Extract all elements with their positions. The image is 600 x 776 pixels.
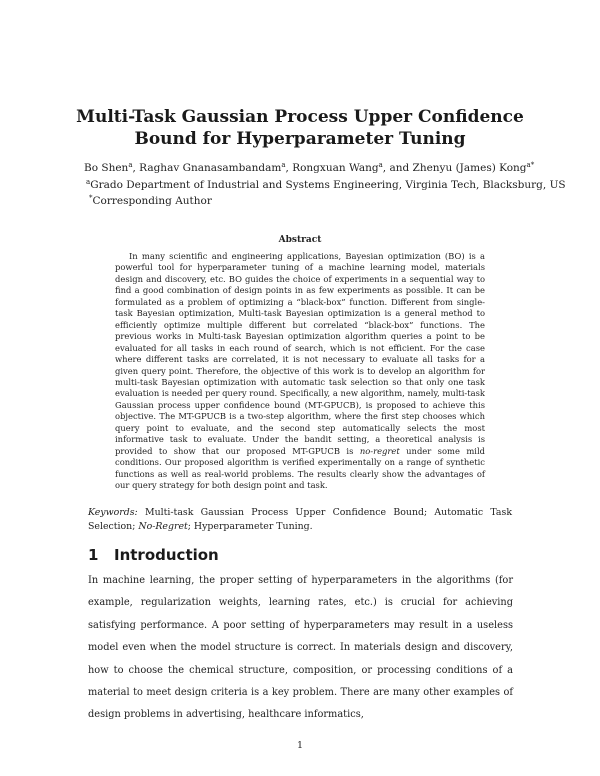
abstract-emphasis: no-regret (359, 445, 400, 456)
title-line-1: Multi-Task Gaussian Process Upper Confidence (76, 107, 524, 127)
author-name: Bo Shen (84, 162, 129, 174)
author-affiliation-mark: a* (526, 161, 535, 169)
author-name: , Raghav Gnanasambandam (132, 162, 282, 174)
keywords-label: Keywords: (88, 507, 138, 518)
keywords-emphasis: No-Regret (138, 521, 188, 532)
keywords-text-2: ; Hyperparameter Tuning. (187, 521, 313, 532)
affiliation (86, 178, 566, 192)
corresponding-mark: * (89, 194, 93, 202)
section-heading-introduction (88, 546, 219, 564)
abstract-text-2: under some mild conditions. Our proposed algorithm is verified experimentally on a range of synthetic functions as well as real-world problems. The results clearly show the advantages of our query strategy for both design point and task. (115, 445, 485, 491)
section-title: Introduction (114, 546, 219, 564)
affiliation-text: Grado Department of Industrial and Systems Engineering, Virginia Tech, Blacksburg, US (90, 179, 566, 191)
keywords-text-1: Multi-task Gaussian Process Upper Confidence Bound; Automatic Task Selection; (88, 507, 512, 532)
page-number: 1 (296, 740, 304, 751)
abstract-body (115, 251, 485, 492)
author-affiliation-mark: a (128, 161, 133, 169)
introduction-paragraph: In machine learning, the proper setting of hyperparameters in the algorithms (for example, regularization weights, learning rates, etc.) is crucial for achieving satisfying performance. A poor setting of hyperparameters may result in a useless model even when the model structure is correct. In materials design and discovery, how to choose the chemical structure, composition, or processing conditions of a material to meet design criteria is a key problem. There are many other examples of design problems in advertising, healthcare informatics, (88, 575, 513, 721)
author-list (84, 161, 535, 175)
paper-title (60, 106, 540, 150)
keywords (88, 506, 512, 534)
introduction-body (88, 570, 513, 727)
corresponding-text: Corresponding Author (92, 195, 212, 207)
author-affiliation-mark: a (281, 161, 286, 169)
abstract-text-1: In many scientific and engineering applications, Bayesian optimization (BO) is a powerful tool for hyperparameter tuning of a machine learning model, materials design and discovery, etc. BO guides the choice of experiments in a sequential way to find a good combination of design points in as few experiments as possible. It can be formulated as a problem of optimizing a “black-box” function. Different from single-task Bayesian optimization, Multi-task Bayesian optimization is a general method to efficiently optimize multiple different but correlated “black-box” functions. The previous works in Multi-task Bayesian optimization algorithm queries a point to be evaluated for all tasks in each round of search, which is not efficient. For the case where different tasks are correlated, it is not necessary to evaluate all tasks for a given query point. Therefore, the objective of this work is to develop an algorithm for multi-task Bayesian optimization with automatic task selection so that only one task evaluation is needed per query round. Specifically, a new algorithm, namely, multi-task Gaussian process upper confidence bound (MT-GPUCB), is proposed to achieve this objective. The MT-GPUCB is a two-step algorithm, where the first step chooses which query point to evaluate, and the second step automatically selects the most informative task to evaluate. Under the bandit setting, a theoretical analysis is provided to show that our proposed MT-GPUCB is (115, 251, 485, 456)
section-number: 1 (88, 546, 99, 564)
affiliation-mark: a (86, 178, 91, 186)
author-affiliation-mark: a (378, 161, 383, 169)
author-name: , Rongxuan Wang (285, 162, 379, 174)
corresponding-author-note (89, 194, 212, 208)
title-line-2: Bound for Hyperparameter Tuning (134, 129, 466, 149)
abstract-heading: Abstract (278, 235, 322, 245)
author-name: , and Zhenyu (James) Kong (382, 162, 527, 174)
